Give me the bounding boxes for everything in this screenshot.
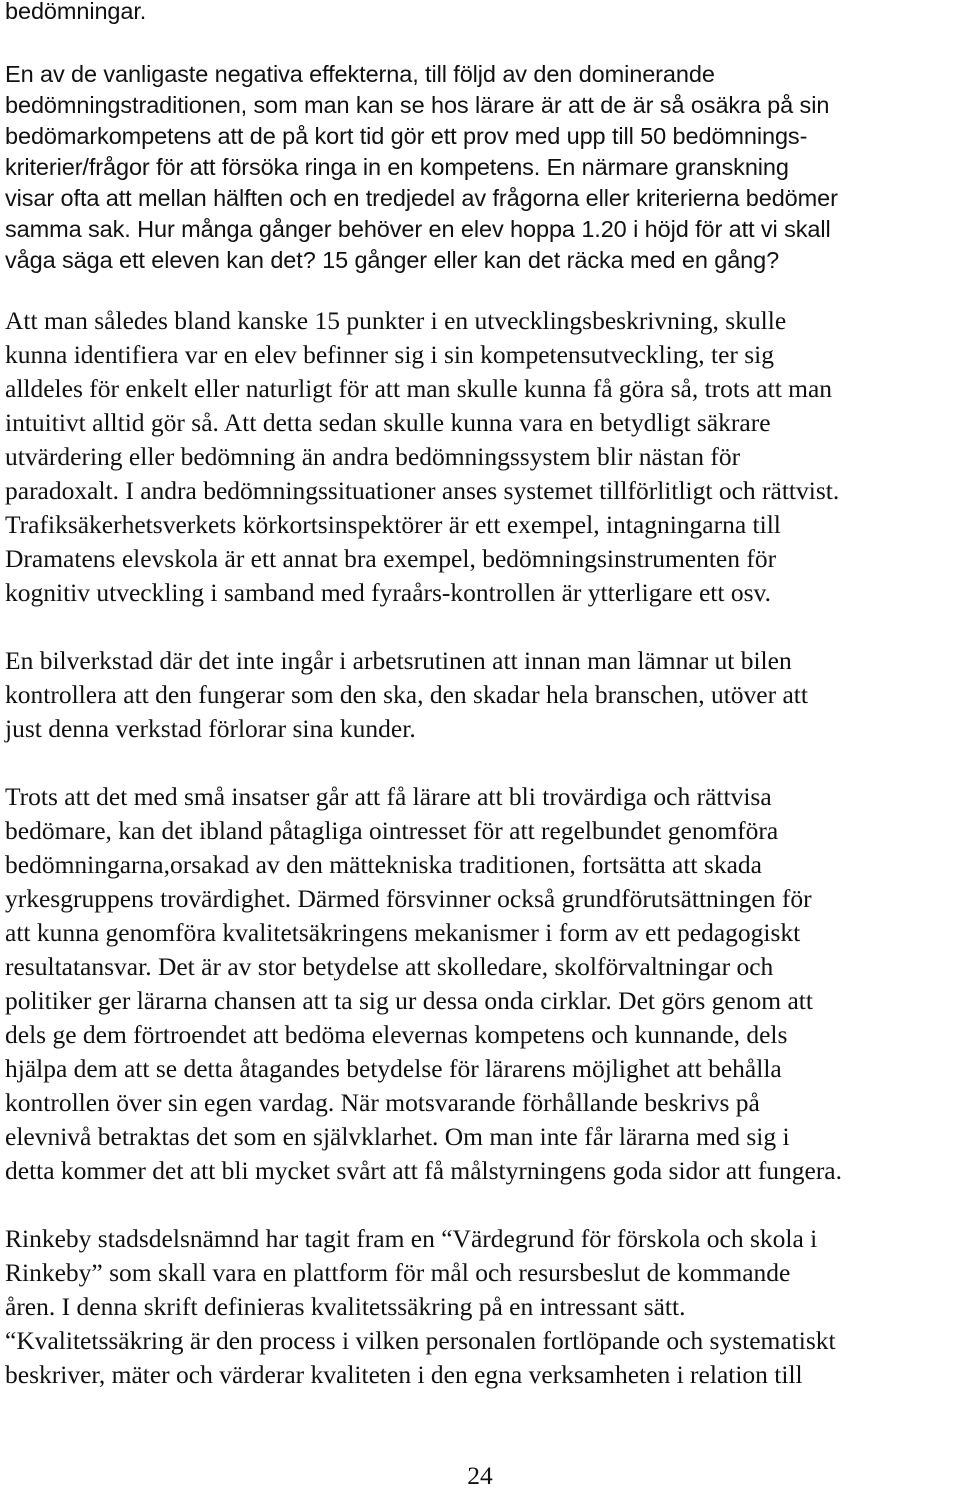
text-line: Trafiksäkerhetsverkets körkortsinspektörer är ett exempel, intagningarna till [5,510,781,539]
text-line: våga säga ett eleven kan det? 15 gånger eller kan det räcka med en gång? [5,247,780,273]
text-line: just denna verkstad förlorar sina kunder. [5,714,416,743]
text-line: att kunna genomföra kvalitetsäkringens mekanismer i form av ett pedagogiskt [5,918,801,947]
text-line: “Kvalitetssäkring är den process i vilken personalen fortlöpande och systematiskt [5,1326,836,1355]
text-line: yrkesgruppens trovärdighet. Därmed försvinner också grundförutsättningen för [5,884,812,913]
text-line: Rinkeby stadsdelsnämnd har tagit fram en “Värdegrund för förskola och skola i [5,1224,818,1253]
text-line: detta kommer det att bli mycket svårt att få målstyrningens goda sidor att fungera. [5,1156,843,1185]
text-line: intuitivt alltid gör så. Att detta sedan skulle kunna vara en betydligt säkrare [5,408,771,437]
text-line: utvärdering eller bedömning än andra bedömningssystem blir nästan för [5,442,741,471]
text-line: alldeles för enkelt eller naturligt för att man skulle kunna få göra så, trots att man [5,374,833,403]
text-line: bedömningar. [5,0,147,24]
text-line: En av de vanligaste negativa effekterna, till följd av den dominerande [5,61,715,87]
text-line: Trots att det med små insatser går att få lärare att bli trovärdiga och rättvisa [5,782,772,811]
text-line: hjälpa dem att se detta åtagandes betydelse för lärarens möjlighet att behålla [5,1054,782,1083]
text-line: bedömningstraditionen, som man kan se hos lärare är att de är så osäkra på sin [5,92,830,118]
text-line: visar ofta att mellan hälften och en tredjedel av frågorna eller kriterierna bedömer [5,185,838,211]
text-line: elevnivå betraktas det som en självklarhet. Om man inte får lärarna med sig i [5,1122,790,1151]
text-line: Dramatens elevskola är ett annat bra exempel, bedömningsinstrumenten för [5,544,777,573]
text-line: åren. I denna skrift definieras kvalitetssäkring på en intressant sätt. [5,1292,686,1321]
text-line: Rinkeby” som skall vara en plattform för mål och resursbeslut de kommande [5,1258,791,1287]
text-line: beskriver, mäter och värderar kvaliteten i den egna verksamheten i relation till [5,1360,803,1389]
text-line: bedömare, kan det ibland påtagliga ointresset för att regelbundet genomföra [5,816,779,845]
text-line: bedömningarna,orsakad av den mättekniska traditionen, fortsätta att skada [5,850,762,879]
text-line: kriterier/frågor för att försöka ringa in en kompetens. En närmare granskning [5,154,789,180]
text-line: samma sak. Hur många gånger behöver en elev hoppa 1.20 i höjd för att vi skall [5,216,831,242]
text-line: Att man således bland kanske 15 punkter i en utvecklingsbeskrivning, skulle [5,306,787,335]
text-line: kunna identifiera var en elev befinner sig i sin kompetensutveckling, ter sig [5,340,775,369]
text-line: kognitiv utveckling i samband med fyraårs-kontrollen är ytterligare ett osv. [5,578,771,607]
page-number: 24 [467,1461,493,1490]
text-line: kontrollen över sin egen vardag. När motsvarande förhållande beskrivs på [5,1088,760,1117]
text-line: bedömarkompetens att de på kort tid gör ett prov med upp till 50 bedömnings- [5,123,808,149]
text-line: politiker ger lärarna chansen att ta sig ur dessa onda cirklar. Det görs genom att [5,986,813,1015]
text-line: kontrollera att den fungerar som den ska, den skadar hela branschen, utöver att [5,680,808,709]
text-line: En bilverkstad där det inte ingår i arbetsrutinen att innan man lämnar ut bilen [5,646,792,675]
text-line: dels ge dem förtroendet att bedöma elevernas kompetens och kunnande, dels [5,1020,788,1049]
text-line: resultatansvar. Det är av stor betydelse att skolledare, skolförvaltningar och [5,952,774,981]
text-line: paradoxalt. I andra bedömningssituationer anses systemet tillförlitligt och rättvist. [5,476,840,505]
